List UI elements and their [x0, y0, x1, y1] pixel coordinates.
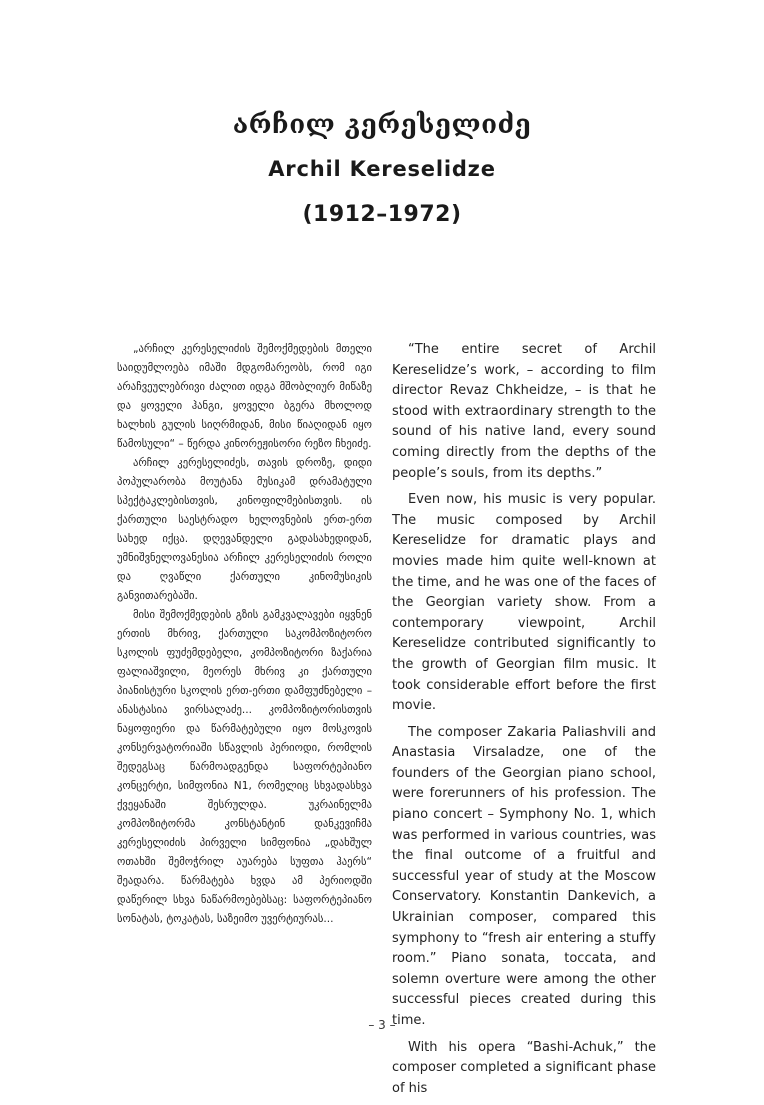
georgian-paragraph: „არჩილ კერესელიძის შემოქმედების მთელი საიდუმლოება იმაში მდგომარეობს, რომ იგი არაჩვეულებრივი ძალით იდგა მშობლიურ მიწაზე და ყოველი ჰანგი, ყოველი ბგერა მხოლოდ ხალხის გულის სიღრმიდან, მისი წიაღიდან იყო წამოსული“ – წერდა კინორეჟისორი რეზო ჩხეიძე.: [117, 343, 372, 450]
georgian-text-column: [117, 340, 372, 929]
georgian-paragraph: მისი შემოქმედების გზის გამკვალავები იყვნენ ერთის მხრივ, ქართული საკომპოზიტორო სკოლის ფუძემდებელი, კომპოზიტორი ზაქარია ფალიაშვილი, მეორეს მხრივ კი ქართული პიანისტური სკოლის ერთ-ერთი დამფუძნებელი – ანასტასია ვირსალაძე... კომპოზიტორისთვის ნაყოფიერი და წარმატებული იყო მოსკოვის კონსერვატორიაში სწავლის პერიოდი, რომლის შედეგსაც წარმოადგენდა საფორტეპიანო კონცერტი, სიმფონია N1, რომელიც სხვადასხვა ქვეყანაში შესრულდა. უკრაინელმა კომპოზიტორმა კონსტანტინ დანკევიჩმა კერესელიძის პირველი სიმფონია „დახშულ ოთახში შემოჭრილ აუარება სუფთა ჰაერს“ შეადარა. წარმატება ხვდა ამ პერიოდში დაწერილ სხვა ნაწარმოებებსაც: საფორტეპიანო სონატას, ტოკატას, საზეიმო უვერტიურას...: [117, 609, 372, 925]
english-text-column: [392, 340, 656, 1105]
page-number: – 3 –: [368, 1018, 396, 1032]
english-paragraph: With his opera “Bashi-Achuk,” the composer completed a significant phase of his: [392, 1039, 656, 1096]
english-paragraph: “The entire secret of Archil Kereselidze’s work, – according to film director Revaz Chkheidze, – is that he stood with extraordinary strength to the sound of his native land, every sound coming directly from the depths of the people’s souls, from its depths.”: [392, 342, 656, 481]
english-paragraph: The composer Zakaria Paliashvili and Anastasia Virsaladze, one of the founders of the Georgian piano school, were forerunners of his profession. The piano concert – Symphony No. 1, which was performed in various countries, was the final outcome of a fruitful and successful year of study at the Moscow Conservatory. Konstantin Dankevich, a Ukrainian composer, compared this symphony to “fresh air entering a stuffy room.” Piano sonata, toccata, and solemn overture were among the other successful pieces created during this time.: [392, 724, 656, 1028]
title-english: Archil Kereselidze: [268, 157, 496, 181]
title-georgian: არჩილ კერესელიძე: [232, 110, 532, 140]
english-paragraph: Even now, his music is very popular. The music composed by Archil Kereselidze for dramatic plays and movies made him quite well-known at the time, and he was one of the faces of the Georgian variety show. From a contemporary viewpoint, Archil Kereselidze contributed significantly to the growth of Georgian film music. It took considerable effort before the first movie.: [392, 492, 656, 714]
life-years: (1912–1972): [302, 202, 462, 227]
georgian-paragraph: არჩილ კერესელიძეს, თავის დროზე, დიდი პოპულარობა მოუტანა მუსიკამ დრამატული სპექტაკლებისთვის, კინოფილმებისთვის. ის ქართული საესტრადო ხელოვნების ერთ-ერთ სახედ იქცა. დღევანდელი გადასახედიდან, უმნიშვნელოვანესია არჩილ კერესელიძის როლი და ღვაწლი ქართული კინომუსიკის განვითარებაში.: [117, 457, 372, 602]
